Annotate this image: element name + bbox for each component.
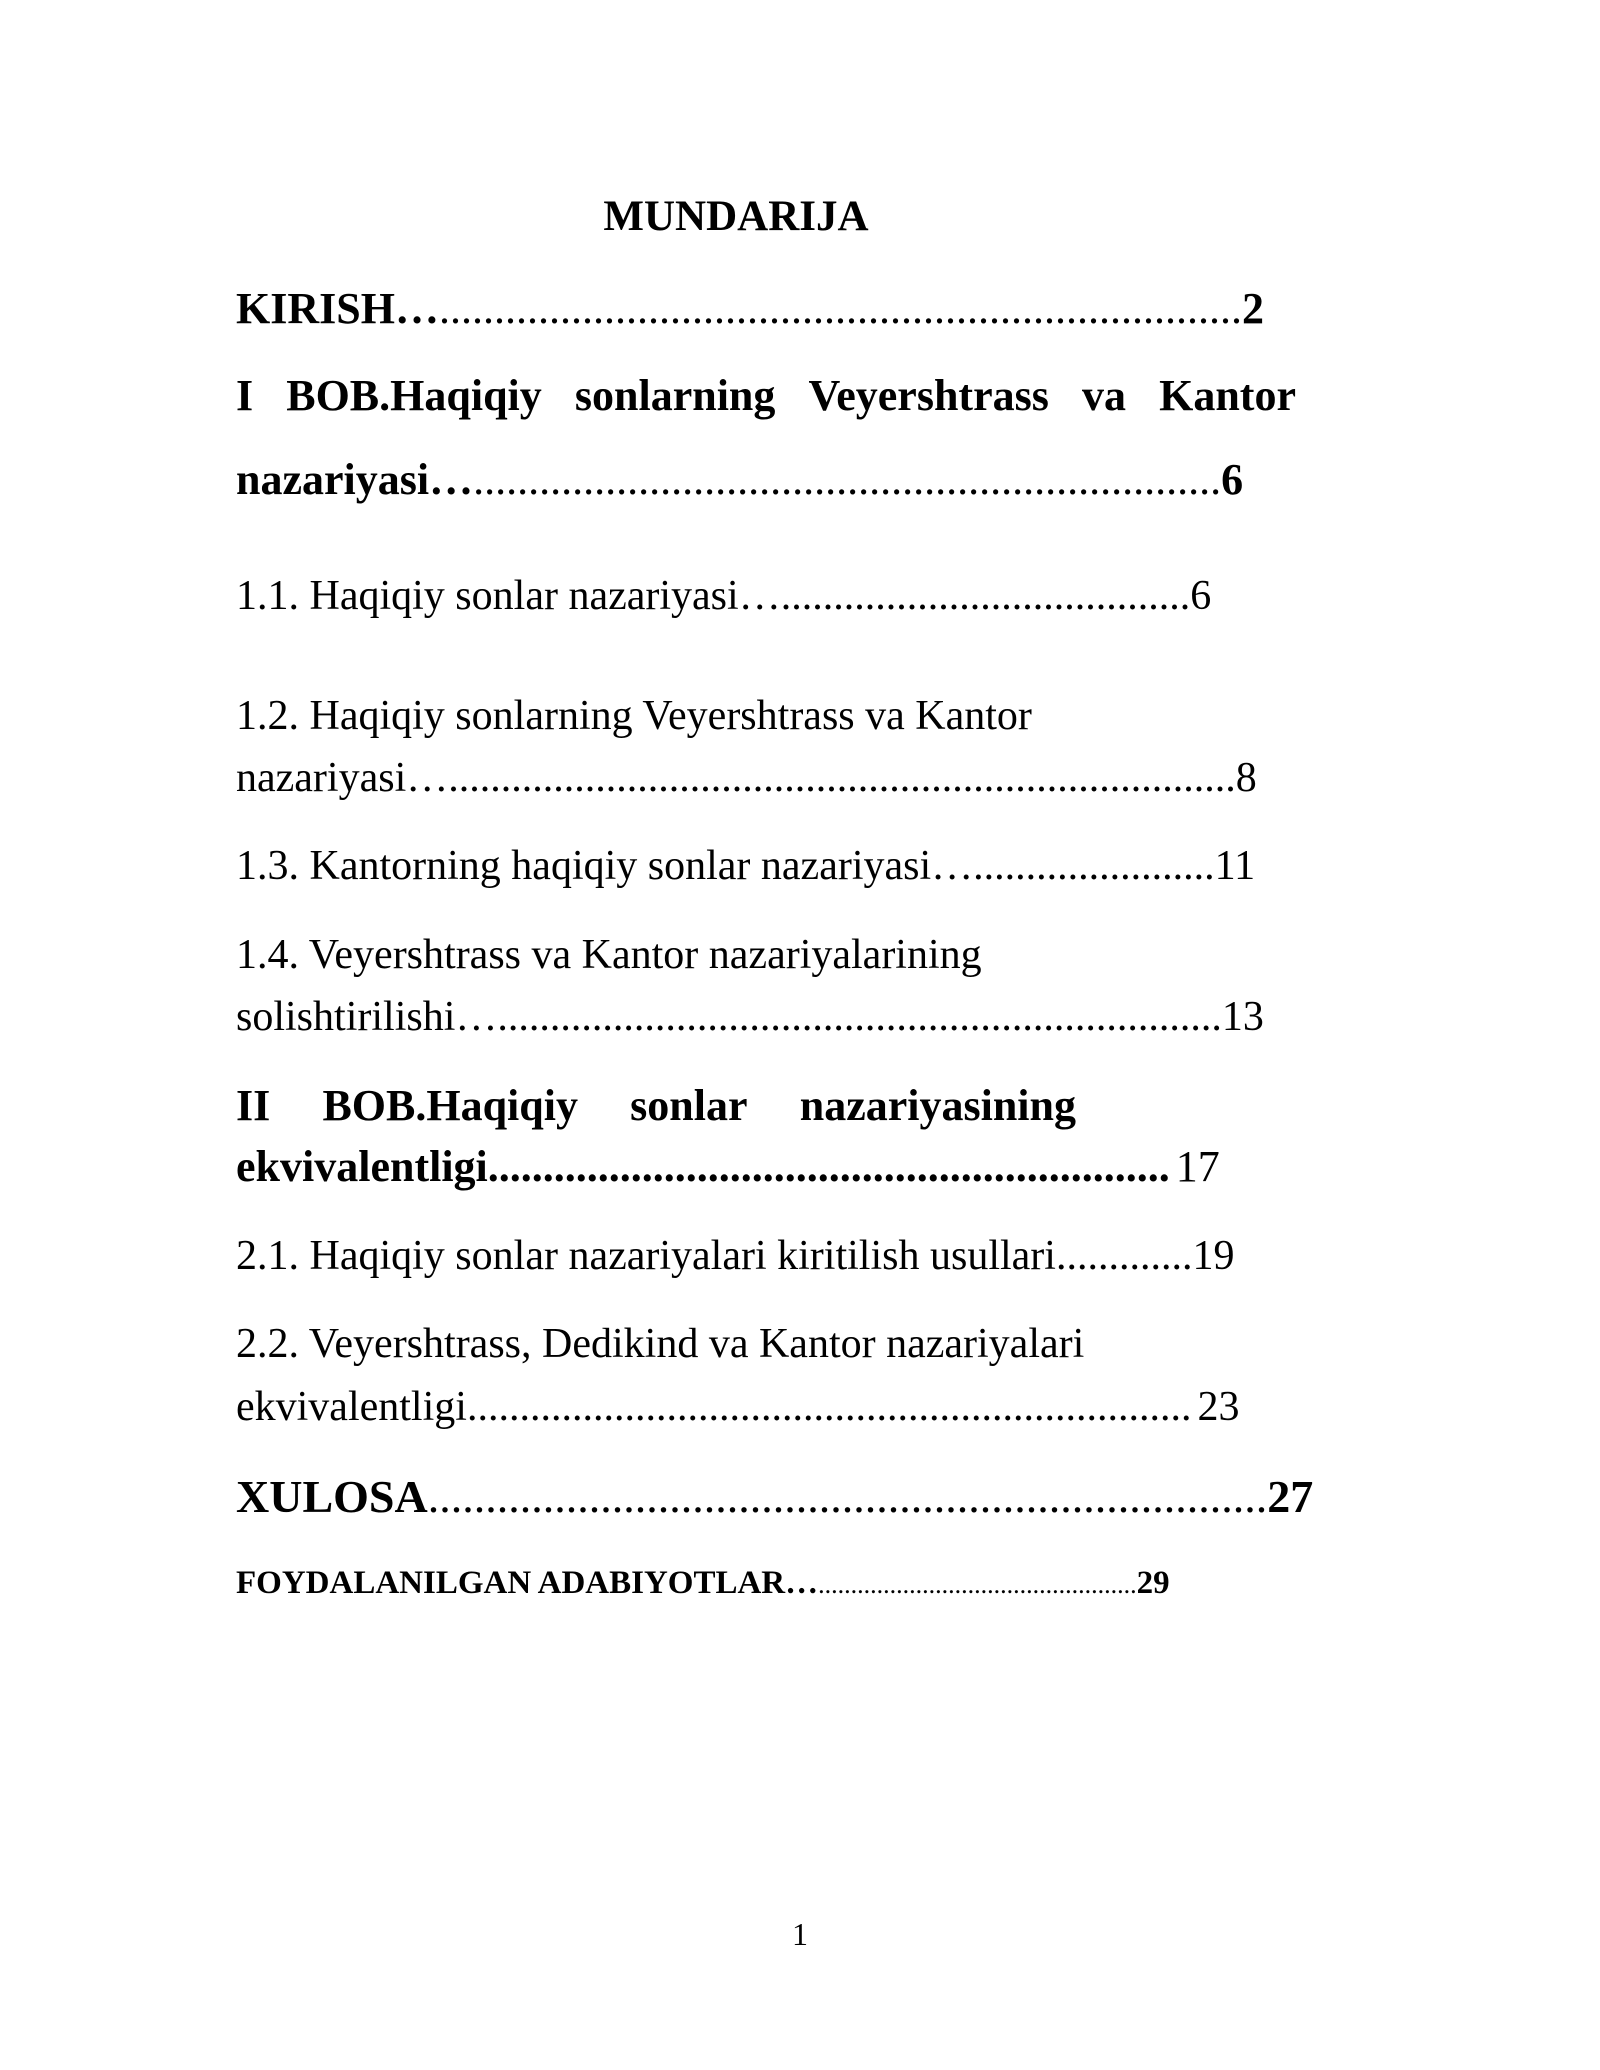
toc-leader-dots: ..................................................................... xyxy=(466,1384,1192,1430)
toc-label: 1.1. Haqiqiy sonlar nazariyasi… xyxy=(236,573,781,619)
toc-entry-1-3 xyxy=(236,845,1255,887)
toc-page-number: 23 xyxy=(1197,1384,1240,1430)
toc-word: II xyxy=(236,1081,271,1130)
toc-word: BOB.Haqiqiy xyxy=(286,371,542,420)
toc-word: va xyxy=(1081,371,1126,420)
page-title: MUNDARIJA xyxy=(603,193,869,240)
toc-entry-bob1-line2 xyxy=(236,455,1244,504)
toc-entry-kirish xyxy=(236,284,1264,333)
toc-leader-dots: ......................................................................... xyxy=(438,284,1242,333)
toc-leader-dots: ............. xyxy=(1055,1233,1193,1279)
toc-label: nazariyasi… xyxy=(236,755,449,801)
toc-page-number: 17 xyxy=(1175,1142,1220,1191)
toc-entry-bob1-line1 xyxy=(236,371,1296,420)
toc-leader-dots: .................................................................... xyxy=(473,455,1222,504)
toc-label: nazariyasi… xyxy=(236,455,474,504)
toc-label: 1.2. Haqiqiy sonlarning Veyershtrass va Kantor xyxy=(236,693,1032,739)
toc-page-number: 27 xyxy=(1267,1471,1314,1522)
toc-label: 2.2. Veyershtrass, Dedikind va Kantor nazariyalari xyxy=(236,1321,1085,1367)
toc-label: 1.3. Kantorning haqiqiy sonlar nazariyasi… xyxy=(236,843,974,889)
toc-entry-2-2-line2 xyxy=(236,1386,1239,1428)
toc-word: sonlarning xyxy=(574,371,776,420)
toc-leader-dots: ........................................................................... xyxy=(448,755,1236,801)
toc-page-number: 2 xyxy=(1241,284,1264,333)
toc-entry-1-2-line2 xyxy=(236,757,1257,799)
toc-page-number: 8 xyxy=(1235,755,1257,801)
toc-leader-dots: ....................... xyxy=(973,843,1215,889)
toc-entry-bob2-line1 xyxy=(236,1081,1076,1130)
toc-leader-dots: ................................................. xyxy=(818,1570,1137,1599)
toc-label: ekvivalentligi xyxy=(236,1384,467,1430)
toc-entry-xulosa xyxy=(236,1471,1314,1522)
toc-entry-1-1 xyxy=(236,575,1211,617)
toc-word: sonlar xyxy=(630,1081,748,1130)
toc-leader-dots: ..................................................................... xyxy=(497,994,1222,1040)
toc-word: I xyxy=(236,371,254,420)
page-number-footer: 1 xyxy=(792,1916,808,1952)
toc-label: ekvivalentligi xyxy=(236,1142,488,1191)
toc-page-number: 11 xyxy=(1214,843,1256,889)
toc-leader-dots: ....................................... xyxy=(780,573,1191,619)
toc-word: Veyershtrass xyxy=(808,371,1049,420)
toc-page-number: 13 xyxy=(1221,994,1264,1040)
toc-leader-dots: ......................................................................... xyxy=(427,1471,1268,1522)
toc-label: solishtirilishi… xyxy=(236,994,498,1040)
toc-page-number: 29 xyxy=(1136,1565,1170,1601)
toc-entry-2-1 xyxy=(236,1235,1234,1277)
toc-page-number: 19 xyxy=(1192,1233,1235,1279)
toc-label: XULOSA xyxy=(236,1471,428,1522)
toc-entry-2-2-line1 xyxy=(236,1323,1084,1365)
toc-entry-1-2-line1 xyxy=(236,695,1032,737)
toc-entry-bob2-line2 xyxy=(236,1142,1220,1191)
toc-entry-1-4-line1 xyxy=(236,934,982,976)
toc-word: Kantor xyxy=(1159,371,1296,420)
toc-entry-1-4-line2 xyxy=(236,996,1264,1038)
toc-word: nazariyasining xyxy=(799,1081,1076,1130)
toc-label: 1.4. Veyershtrass va Kantor nazariyalarining xyxy=(236,932,982,978)
toc-leader-dots: .............................................................. xyxy=(487,1142,1170,1191)
toc-page-number: 6 xyxy=(1190,573,1212,619)
toc-page-number: 6 xyxy=(1221,455,1244,504)
toc-word: BOB.Haqiqiy xyxy=(322,1081,578,1130)
toc-label: KIRISH… xyxy=(236,284,439,333)
toc-label: 2.1. Haqiqiy sonlar nazariyalari kiritilish usullari xyxy=(236,1233,1056,1279)
toc-label: FOYDALANILGAN ADABIYOTLAR… xyxy=(236,1565,819,1601)
toc-entry-adabiyotlar xyxy=(236,1567,1170,1600)
